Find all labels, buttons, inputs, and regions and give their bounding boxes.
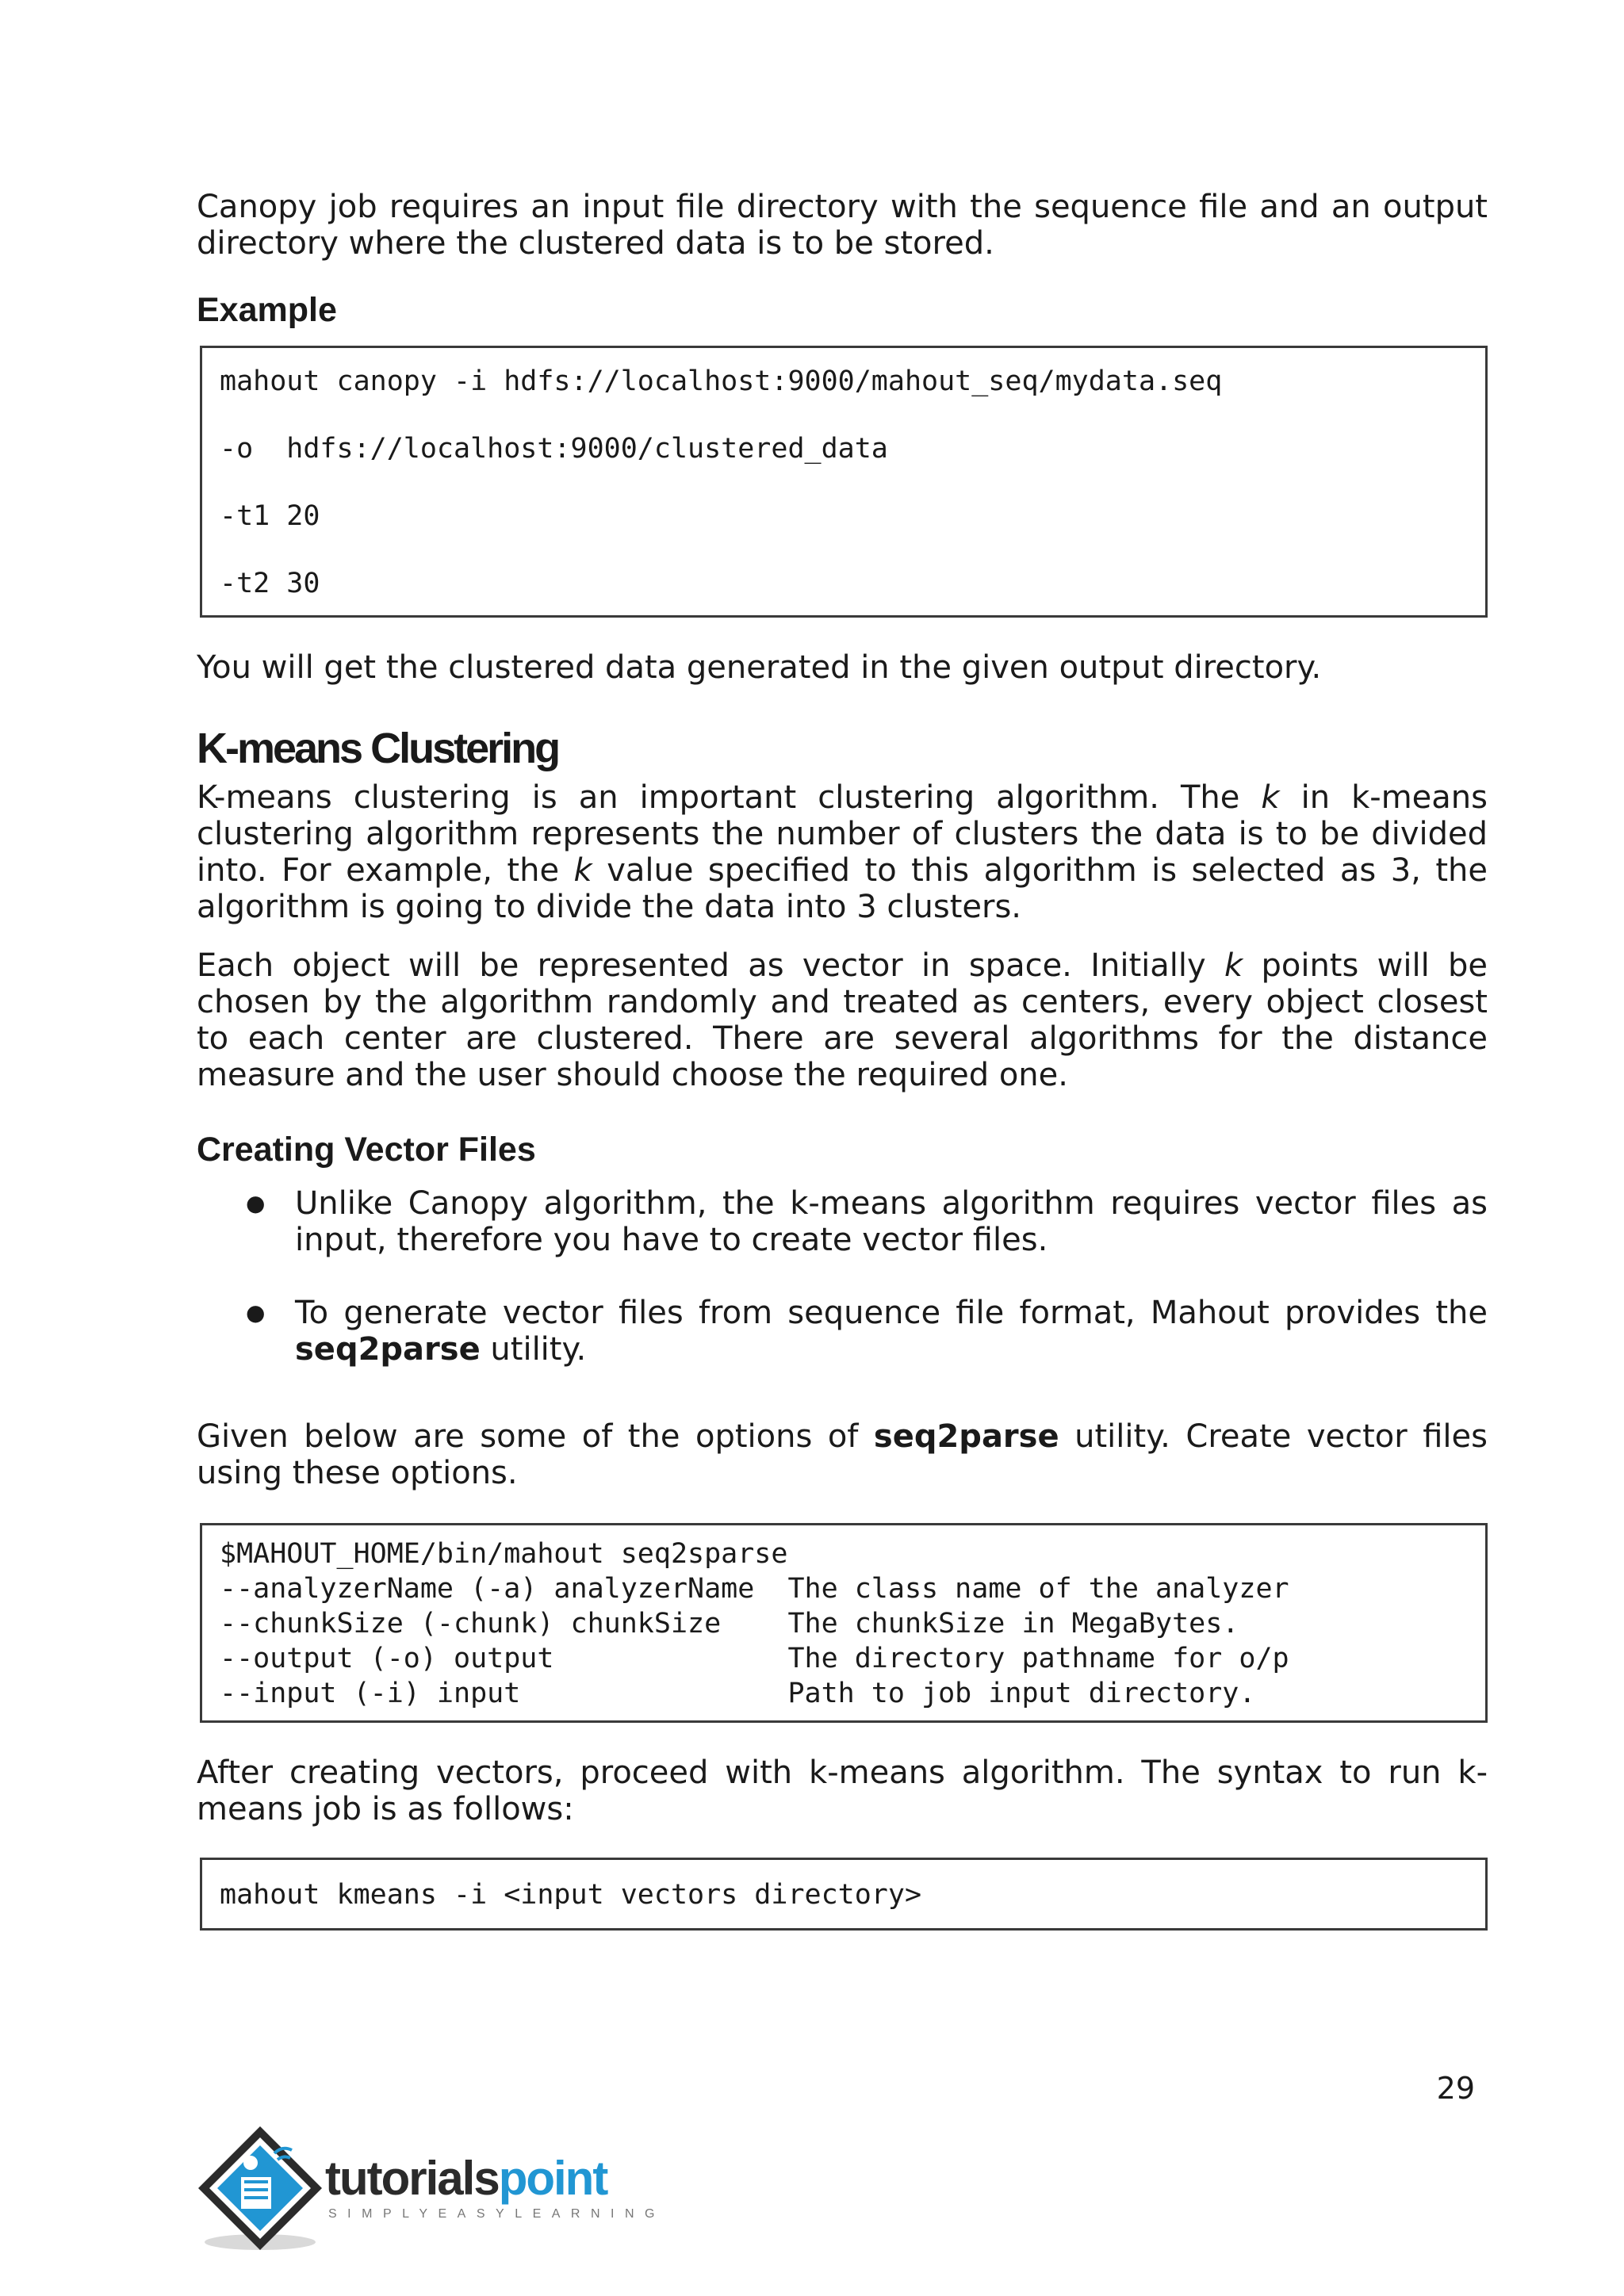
kmeans-intro-paragraph — [197, 779, 1488, 925]
code-line: --input (-i) input Path to job input directory. — [220, 1678, 1256, 1709]
tutorialspoint-logo — [195, 2122, 665, 2256]
code-line: mahout kmeans -i <input vectors directory> — [220, 1879, 922, 1911]
bullet-list — [197, 1185, 1488, 1368]
bullet-icon: ● — [246, 1299, 266, 1326]
code-line: --chunkSize (-chunk) chunkSize The chunkSize in MegaBytes. — [220, 1608, 1239, 1640]
bold-term: seq2parse — [295, 1331, 481, 1368]
clustered-output-paragraph: You will get the clustered data generated in the given output directory. — [197, 649, 1322, 686]
text-run: value specified to this algorithm is selected as 3, the algorithm is going to divide the data into 3 clusters. — [197, 852, 1488, 925]
code-line: -o hdfs://localhost:9000/clustered_data — [220, 433, 888, 465]
logo-word-part: tutorials — [325, 2152, 499, 2205]
text-run: Each object will be represented as vector in space. Initially — [197, 947, 1224, 984]
page-number: 29 — [1436, 2071, 1475, 2106]
code-line: --analyzerName (-a) analyzerName The class name of the analyzer — [220, 1573, 1289, 1605]
italic-k: k — [1224, 947, 1243, 984]
list-item — [197, 1295, 1488, 1368]
canopy-code-block — [200, 346, 1488, 618]
kmeans-code-block — [200, 1858, 1488, 1931]
example-heading: Example — [197, 291, 337, 329]
options-code-block — [200, 1523, 1488, 1723]
bullet-icon: ● — [246, 1190, 266, 1216]
vector-space-paragraph — [197, 947, 1488, 1093]
logo-wordmark — [325, 2153, 607, 2204]
list-item-text: Unlike Canopy algorithm, the k-means algorithm requires vector files as input, therefore you have to create vector files. — [295, 1185, 1488, 1258]
code-line: mahout canopy -i hdfs://localhost:9000/mahout_seq/mydata.seq — [220, 365, 1223, 397]
code-line: -t1 20 — [220, 500, 320, 532]
logo-tagline: SIMPLYEASYLEARNING — [328, 2207, 665, 2221]
logo-word-part: point — [498, 2152, 607, 2205]
bold-term: seq2parse — [873, 1418, 1059, 1455]
text-run: utility. Create vector files using these options. — [197, 1418, 1488, 1491]
canopy-intro-paragraph: Canopy job requires an input file directory with the sequence file and an output directory where the clustered data is to be stored. — [197, 189, 1488, 262]
list-item — [197, 1185, 1488, 1258]
section-heading: K-means Clustering — [197, 725, 559, 772]
subsection-heading: Creating Vector Files — [197, 1131, 536, 1169]
italic-k: k — [573, 852, 592, 889]
text-run: To generate vector files from sequence file format, Mahout provides the — [295, 1295, 1488, 1331]
text-run: Given below are some of the options of — [197, 1418, 874, 1455]
options-intro-paragraph — [197, 1418, 1488, 1491]
kmeans-syntax-paragraph: After creating vectors, proceed with k-means algorithm. The syntax to run k-means job is as follows: — [197, 1755, 1488, 1827]
code-line: $MAHOUT_HOME/bin/mahout seq2sparse — [220, 1538, 788, 1570]
diamond-logo-icon — [195, 2122, 330, 2256]
text-run: K-means clustering is an important clustering algorithm. The — [197, 779, 1262, 816]
page-content — [197, 189, 1488, 1931]
code-line: --output (-o) output The directory pathname for o/p — [220, 1643, 1289, 1674]
text-run: in k-means clustering algorithm represents the number of clusters the data is to be divided into. For example, the — [197, 779, 1488, 889]
italic-k: k — [1261, 779, 1280, 816]
code-line: -t2 30 — [220, 568, 320, 599]
text-run: utility. — [480, 1331, 587, 1368]
text-run: points will be chosen by the algorithm randomly and treated as centers, every object closest to each center are clustered. There are several algorithms for the distance measure and the user should choose the required one. — [197, 947, 1488, 1093]
